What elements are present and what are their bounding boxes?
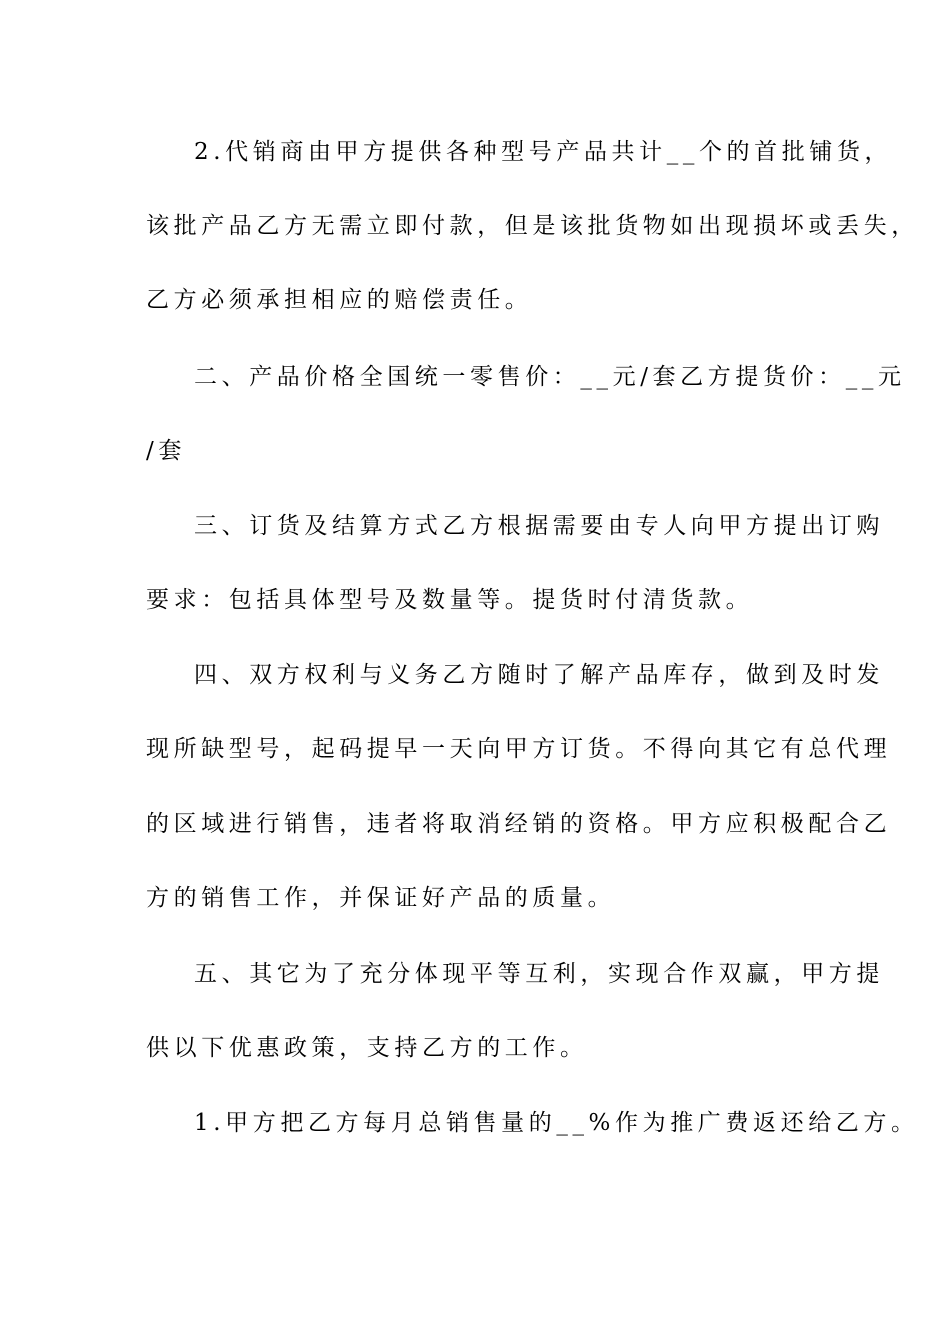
text-line: 2.代销商由甲方提供各种型号产品共计__个的首批铺货， — [194, 139, 893, 165]
text-line: 二、产品价格全国统一零售价：__元/套乙方提货价：__元 — [194, 364, 906, 390]
text-line: 的区域进行销售，违者将取消经销的资格。甲方应积极配合乙 — [146, 811, 892, 837]
text-line: 乙方必须承担相应的赔偿责任。 — [146, 287, 533, 313]
text-line: 三、订货及结算方式乙方根据需要由专人向甲方提出订购 — [194, 513, 884, 539]
text-line: /套 — [146, 438, 186, 464]
text-line: 四、双方权利与义务乙方随时了解产品库存，做到及时发 — [194, 662, 884, 688]
text-line: 五、其它为了充分体现平等互利，实现合作双赢，甲方提 — [194, 961, 884, 987]
text-line: 现所缺型号，起码提早一天向甲方订货。不得向其它有总代理 — [146, 736, 892, 762]
text-line: 要求：包括具体型号及数量等。提货时付清货款。 — [146, 587, 754, 613]
text-line: 供以下优惠政策，支持乙方的工作。 — [146, 1035, 588, 1061]
text-line: 方的销售工作，并保证好产品的质量。 — [146, 885, 616, 911]
text-line: 该批产品乙方无需立即付款，但是该批货物如出现损坏或丢失， — [146, 213, 919, 239]
text-line: 1.甲方把乙方每月总销售量的__%作为推广费返还给乙方。 — [194, 1110, 919, 1136]
